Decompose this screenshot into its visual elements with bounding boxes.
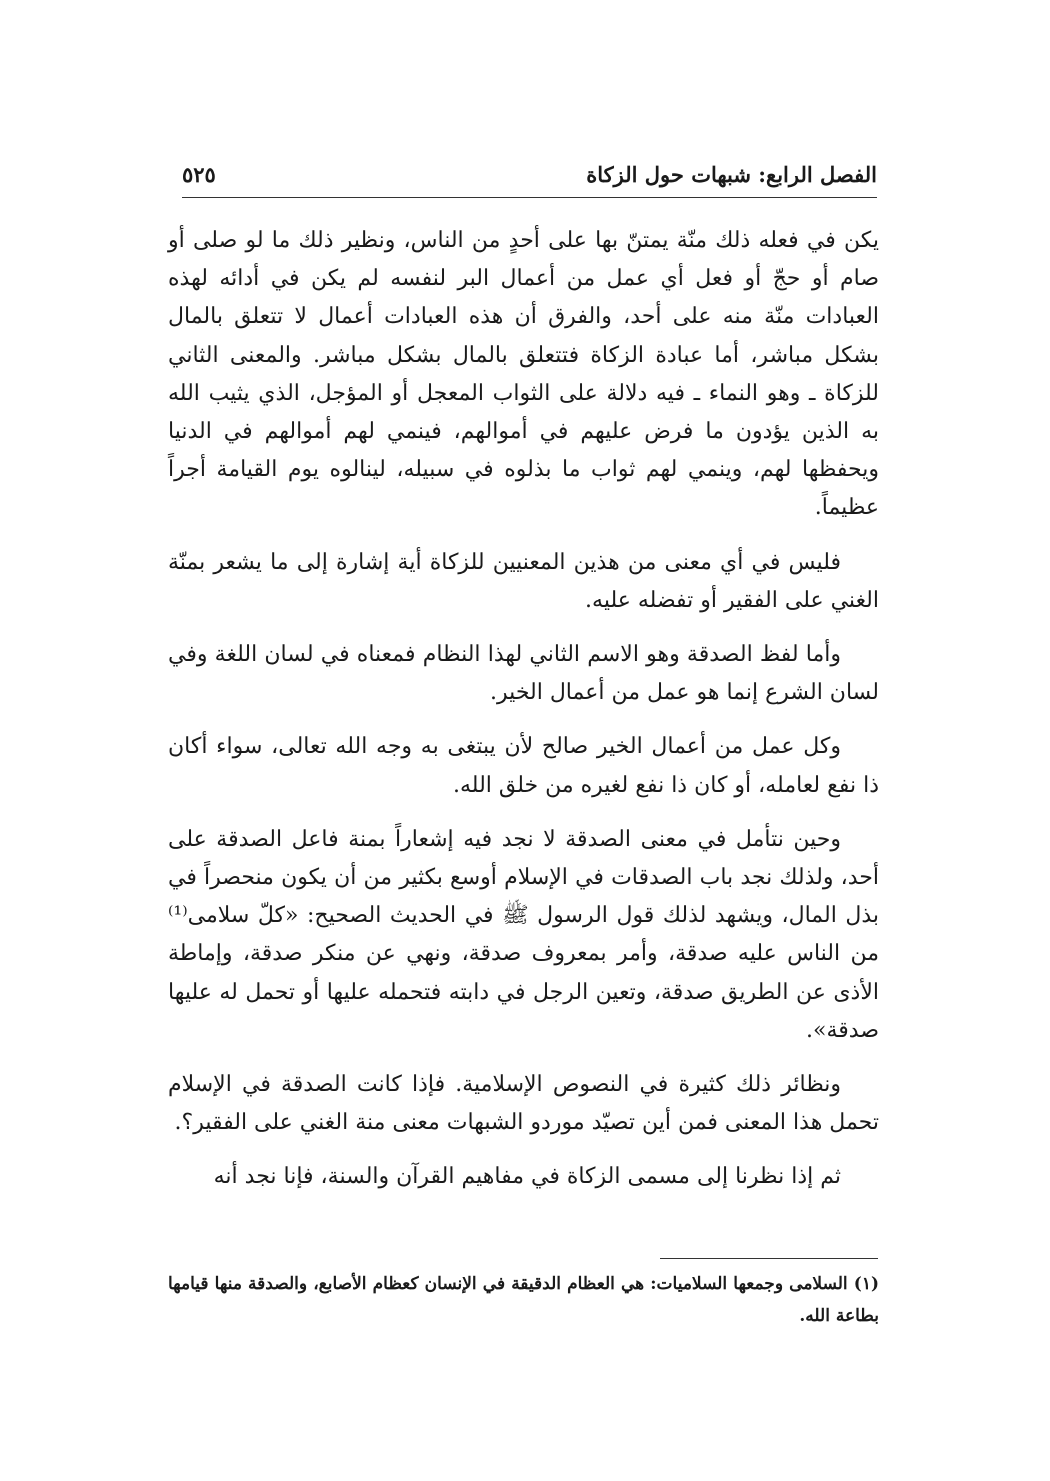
paragraph: يكن في فعله ذلك منّة يمتنّ بها على أحدٍ من الناس، ونظير ذلك ما لو صلى أو صام أو حجّ أو فعل أي عمل من أعمال البر لنفسه لم يكن في أدائه لهذه العبادات منّة منه على أحد، والفرق أن هذه العبادات أعمال لا تتعلق بالمال بشكل مباشر، أما عبادة الزكاة فتتعلق بالمال بشكل مباشر. والمعنى الثاني للزكاة ـ وهو النماء ـ فيه دلالة على الثواب المعجل أو المؤجل، الذي يثيب الله به الذين يؤدون ما فرض عليهم في أموالهم، فينمي لهم أموالهم في الدنيا ويحفظها لهم، وينمي لهم ثواب ما بذلوه في سبيله، لينالوه يوم القيامة أجراً عظيماً. [168,228,879,521]
paragraph: ثم إذا نظرنا إلى مسمى الزكاة في مفاهيم القرآن والسنة، فإنا نجد أنه [213,1164,841,1190]
page-number: ٥٢٥ [182,162,216,187]
paragraph: وكل عمل من أعمال الخير صالح لأن يبتغى به وجه الله تعالى، سواء أكان ذا نفع لعامله، أو كان ذا نفع لغيره من خلق الله. [168,734,879,798]
page-header [182,160,877,196]
paragraph: ونظائر ذلك كثيرة في النصوص الإسلامية. فإذا كانت الصدقة في الإسلام تحمل هذا المعنى فمن أين تصيّد موردو الشبهات معنى منة الغني على الفقير؟. [168,1072,879,1136]
footnote-rule [660,1258,878,1259]
footnotes [168,1268,879,1332]
paragraph: فليس في أي معنى من هذين المعنيين للزكاة أية إشارة إلى ما يشعر بمنّة الغني على الفقير أو تفضله عليه. [168,549,879,613]
footnote: (١) السلامى وجمعها السلاميات: هي العظام الدقيقة في الإنسان كعظام الأصابع، والصدقة منها قيامها بطاعة الله. [168,1274,879,1326]
paragraph: وأما لفظ الصدقة وهو الاسم الثاني لهذا النظام فمعناه في لسان اللغة وفي لسان الشرع إنما هو عمل من أعمال الخير. [168,642,879,706]
paragraph: وحين نتأمل في معنى الصدقة لا نجد فيه إشعاراً بمنة فاعل الصدقة على أحد، ولذلك نجد باب الصدقات في الإسلام أوسع بكثير من أن يكون منحصراً في بذل المال، ويشهد لذلك قول الرسول ﷺ في الحديث الصحيح: «كلّ سلامى⁽¹⁾ من الناس عليه صدقة، وأمر بمعروف صدقة، ونهي عن منكر صدقة، وإماطة الأذى عن الطريق صدقة، وتعين الرجل في دابته فتحمله عليها أو تحمل له عليها صدقة». [168,826,879,1043]
body-text [168,222,879,1213]
running-head: الفصل الرابع: شبهات حول الزكاة [586,162,877,187]
header-rule [182,197,877,198]
